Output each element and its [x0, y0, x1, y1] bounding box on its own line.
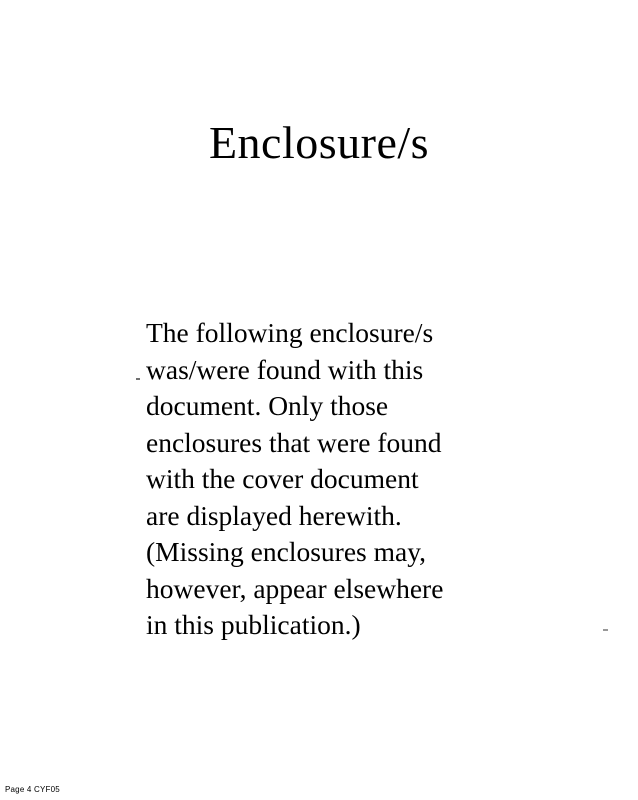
body-line: enclosures that were found	[146, 426, 442, 458]
body-line: with the cover document	[146, 463, 419, 494]
scan-artifact-mark-right	[603, 629, 608, 631]
body-text-block	[146, 315, 492, 644]
body-line: are displayed herewith.	[146, 499, 402, 531]
body-line: (Missing enclosures may,	[146, 536, 427, 567]
body-line: document. Only those	[146, 390, 389, 421]
page-title: Enclosure/s	[208, 117, 430, 168]
scan-artifact-mark	[136, 378, 140, 380]
body-line: was/were found with this	[146, 353, 424, 385]
body-line: The following enclosure/s	[146, 317, 434, 348]
body-line: in this publication.)	[146, 609, 361, 640]
body-line: however, appear elsewhere	[146, 572, 444, 604]
page-footer: Page 4 CYF05	[5, 785, 60, 794]
